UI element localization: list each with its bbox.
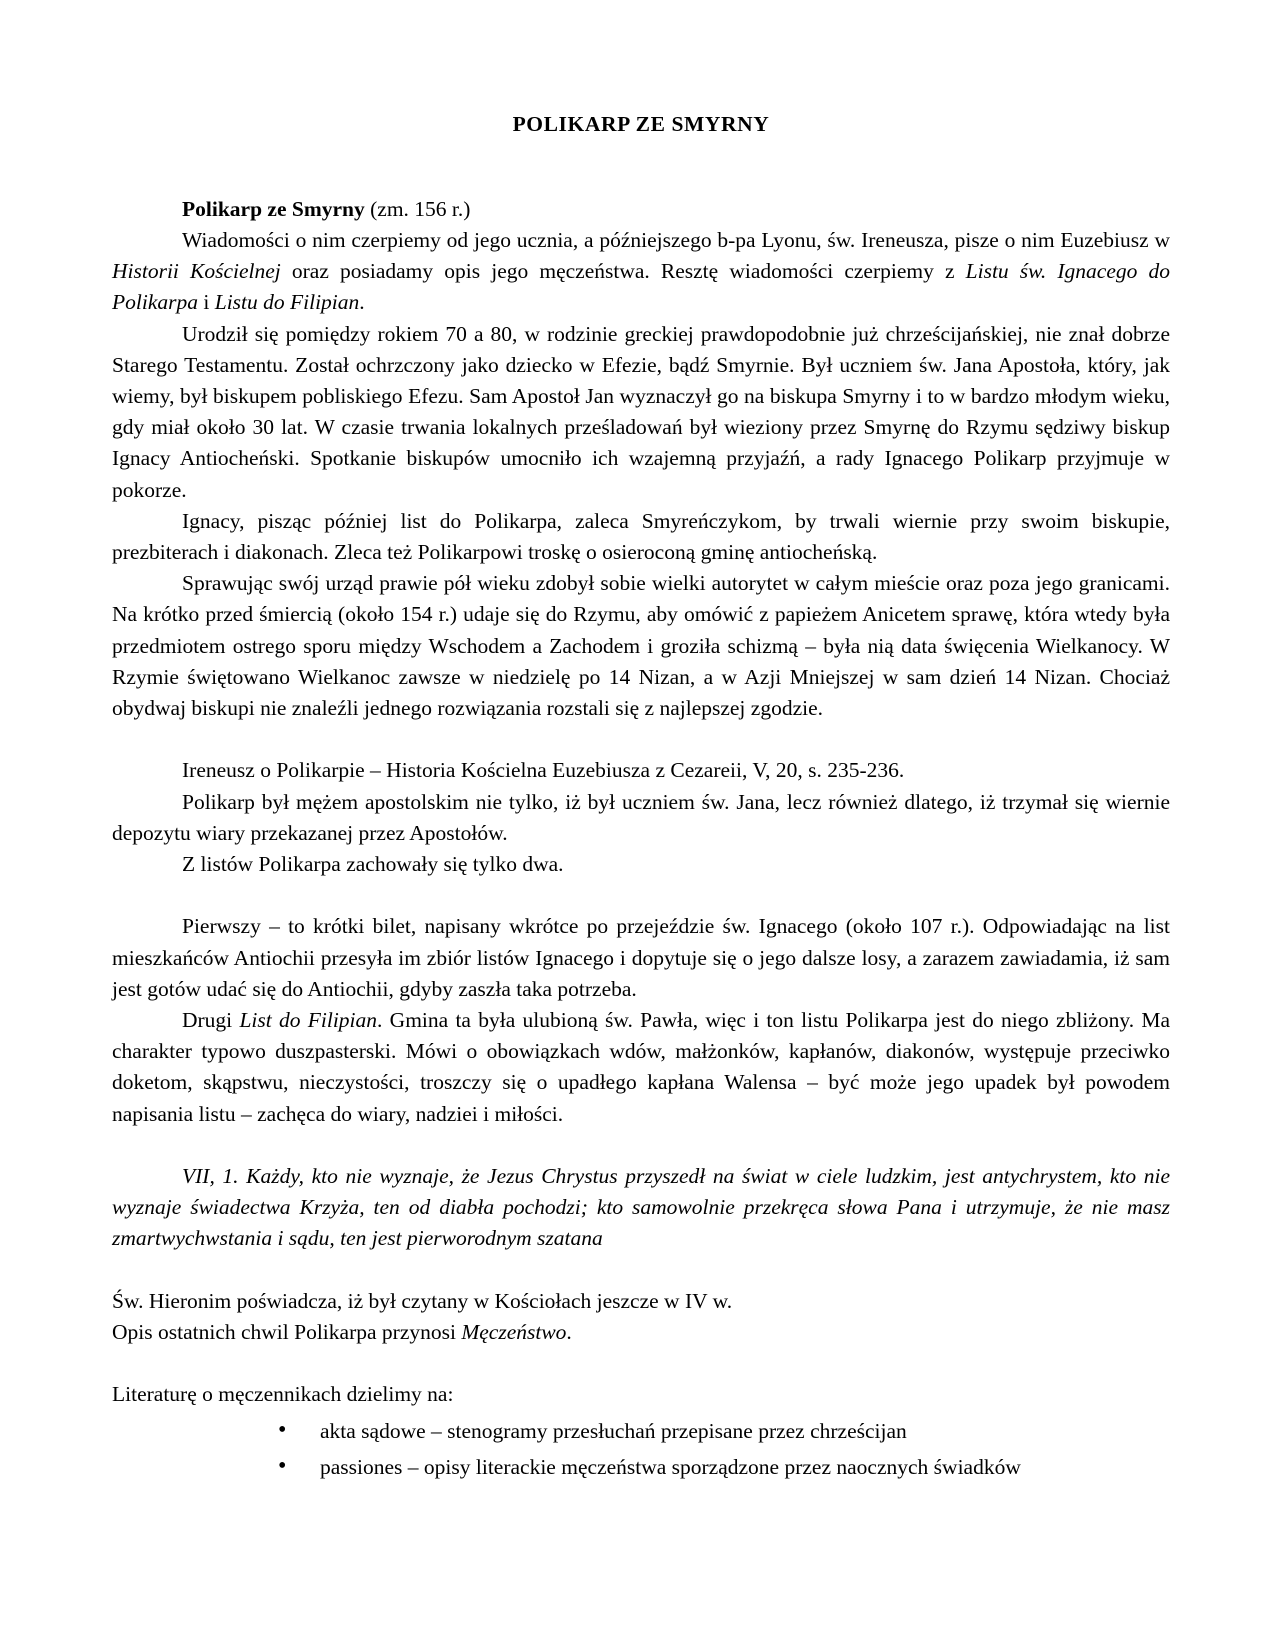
paragraph-source-reference: Ireneusz o Polikarpie – Historia Kościelna Euzebiusza z Cezareii, V, 20, s. 235-236.: [182, 758, 905, 783]
paragraph-apostolic-man: Polikarp był mężem apostolskim nie tylko, iż był uczniem św. Jana, lecz również dlatego, iż trzymał się wiernie depozytu wiary przekazanej przez Apostołów.: [112, 789, 1170, 845]
page-title: POLIKARP ZE SMYRNY: [512, 112, 770, 136]
list-item-label: akta sądowe – stenogramy przesłuchań przepisane przez chrześcijan: [320, 1418, 907, 1443]
martyrdom-lead: Opis ostatnich chwil Polikarpa przynosi: [112, 1320, 462, 1345]
second-letter-rest: . Gmina ta była ulubioną św. Pawła, więc i ton listu Polikarpa jest do niego zbliżony. Ma charakter typowo duszpasterski. Mówi o obowiązkach wdów, małżonków, kapłanów, diakonów, występuje przeciwko doketom, skąpstwu, nieczystości, troszczy się o upadłego kapłana Walensa – być może jego upadek był powodem napisania listu – zachęca do wiary, nadziei i miłości.: [112, 1008, 1170, 1126]
title-meczenstwo: Męczeństwo: [461, 1320, 567, 1345]
list-item: [252, 1416, 1170, 1447]
spacer: [112, 724, 1170, 755]
title-historia-koscielna: Historii Kościelnej: [112, 259, 281, 284]
paragraph-sources-part1: Wiadomości o nim czerpiemy od jego ucznia, a późniejszego b-pa Lyonu, św. Ireneusza, pisze o nim Euzebiusz w: [182, 228, 1170, 252]
document-content: [112, 0, 1170, 1483]
second-letter-lead: Drugi: [182, 1008, 240, 1033]
martyrdom-period: .: [566, 1320, 572, 1345]
heading-lead-rest: (zm. 156 r.): [364, 196, 471, 221]
title-list-do-filipian-first: Listu do Filipian: [214, 290, 360, 315]
paragraph-biography: Urodził się pomiędzy rokiem 70 a 80, w rodzinie greckiej prawdopodobnie już chrześcijańskiej, nie znał dobrze Starego Testamentu. Został ochrzczony jako dziecko w Efezie, bądź Smyrnie. Był uczniem św. Jana Apostoła, który, jak wiemy, był biskupem pobliskiego Efezu. Sam Apostoł Jan wyznaczył go na biskupa Smyrny i to w bardzo młodym wieku, gdy miał około 30 lat. W czasie trwania lokalnych prześladowań był wieziony przez Smyrnę do Rzymu sędziwy biskup Ignacy Antiocheński. Spotkanie biskupów umocniło ich wzajemną przyjaźń, a rady Ignacego Polikarp przyjmuje w pokorze.: [112, 321, 1170, 502]
spacer: [112, 1130, 1170, 1161]
paragraph-sources-part2: oraz posiadamy opis jego męczeństwa. Resztę wiadomości czerpiemy z: [280, 259, 966, 284]
title-list-ignacego: Listu św. Ignacego do Polikarpa: [112, 259, 1170, 315]
title-list-do-filipian-second: List do Filipian: [239, 1008, 378, 1033]
paragraph-hieronim: Św. Hieronim poświadcza, iż był czytany w Kościołach jeszcze w IV w.: [112, 1288, 733, 1313]
spacer: [112, 1348, 1170, 1379]
paragraph-ignacy-letter: Ignacy, pisząc później list do Polikarpa, zaleca Smyreńczykom, by trwali wiernie przy swoim biskupie, prezbiterach i diakonach. Zleca też Polikarpowi troskę o osieroconą gminę antiocheńską.: [112, 508, 1170, 565]
spacer: [112, 1255, 1170, 1286]
document-body: [112, 194, 1170, 1483]
spacer: [112, 880, 1170, 911]
paragraph-sources-period: .: [359, 290, 365, 315]
bullet-icon: •: [278, 1452, 287, 1479]
paragraph-ministry: Sprawując swój urząd prawie pół wieku zdobył sobie wielki autorytet w całym mieście oraz poza jego granicami. Na krótko przed śmiercią (około 154 r.) udaje się do Rzymu, aby omówić z papieżem Anicetem sprawę, która wtedy była przedmiotem ostrego sporu między Wschodem a Zachodem i groziła schizmą – była nią data święcenia Wielkanocy. W Rzymie świętowano Wielkanoc zawsze w niedzielę po 14 Nizan, a w Azji Mniejszej w sam dzień 14 Nizan. Chociaż obydwaj biskupi nie znaleźli jednego rozwiązania rozstali się z najlepszej zgodzie.: [112, 571, 1170, 721]
paragraph-first-letter: Pierwszy – to krótki bilet, napisany wkrótce po przejeździe św. Ignacego (około 107 r.). Odpowiadając na list mieszkańców Antiochii przesyła im zbiór listów Ignacego i dopytuje się o jego dalsze losy, a zarazem zawiadamia, iż sam jest gotów udać się do Antiochii, gdyby zaszła taka potrzeba.: [112, 914, 1170, 1001]
paragraph-two-letters: Z listów Polikarpa zachowały się tylko dwa.: [182, 852, 564, 877]
paragraph-sources: [112, 225, 1170, 319]
paragraph-sources-conj: i: [198, 290, 215, 315]
paragraph-second-letter: [112, 1005, 1170, 1130]
heading-lead-paragraph: [112, 194, 1170, 225]
list-item-label: passiones – opisy literackie męczeństwa sporządzone przez naocznych świadków: [320, 1454, 1021, 1479]
list-item: [252, 1452, 1170, 1483]
quotation-block: VII, 1. Każdy, kto nie wyznaje, że Jezus Chrystus przyszedł na świat w ciele ludzkim, jest antychrystem, kto nie wyznaje świadectwa Krzyża, ten od diabła pochodzi; kto samowolnie przekręca słowa Pana i utrzymuje, że nie masz zmartwychwstania i sądu, ten jest pierworodnym szatana: [112, 1164, 1170, 1251]
paragraph-martyrdom: [112, 1317, 1170, 1348]
heading-lead-bold: Polikarp ze Smyrny: [182, 196, 365, 221]
literature-list: [112, 1416, 1170, 1483]
bullet-icon: •: [278, 1416, 287, 1443]
paragraph-literature-intro: Literaturę o męczennikach dzielimy na:: [112, 1382, 454, 1407]
